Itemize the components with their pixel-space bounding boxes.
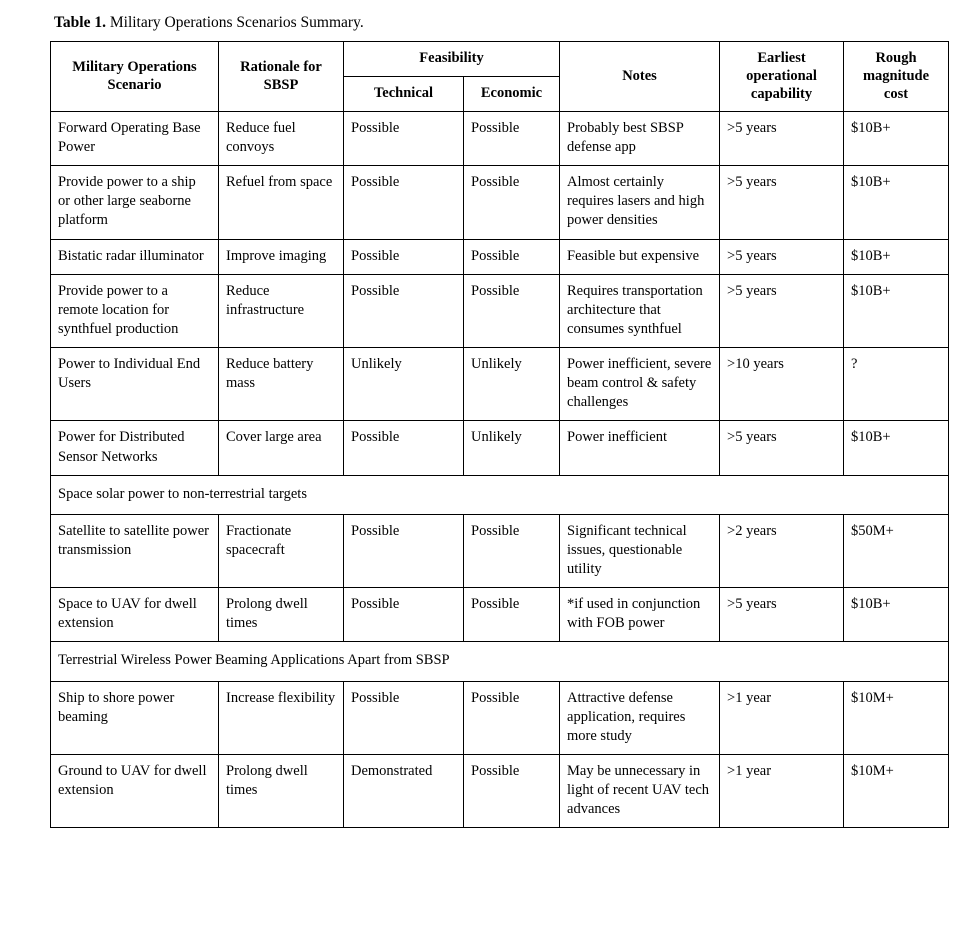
cell-economic: Possible bbox=[464, 274, 560, 347]
table-row bbox=[51, 239, 949, 274]
cell-earliest: >2 years bbox=[720, 514, 844, 587]
cell-rationale: Improve imaging bbox=[219, 239, 344, 274]
cell-notes: Power inefficient bbox=[560, 421, 720, 475]
cell-technical: Possible bbox=[344, 421, 464, 475]
cell-economic: Possible bbox=[464, 166, 560, 239]
cell-earliest: >5 years bbox=[720, 111, 844, 165]
cell-scenario: Ground to UAV for dwell extension bbox=[51, 754, 219, 827]
table-section-row bbox=[51, 475, 949, 514]
cell-technical: Possible bbox=[344, 681, 464, 754]
table-section-title: Terrestrial Wireless Power Beaming Applications Apart from SBSP bbox=[51, 642, 949, 681]
cell-cost: $10B+ bbox=[844, 239, 949, 274]
table-row bbox=[51, 514, 949, 587]
cell-notes: *if used in conjunction with FOB power bbox=[560, 588, 720, 642]
table-caption-text: Military Operations Scenarios Summary. bbox=[105, 14, 364, 31]
table-header bbox=[51, 41, 949, 111]
table-body bbox=[51, 111, 949, 827]
cell-scenario: Power to Individual End Users bbox=[51, 348, 219, 421]
cell-cost: $10B+ bbox=[844, 166, 949, 239]
table-row bbox=[51, 166, 949, 239]
cell-economic: Possible bbox=[464, 588, 560, 642]
cell-rationale: Increase flexibility bbox=[219, 681, 344, 754]
cell-technical: Possible bbox=[344, 111, 464, 165]
cell-scenario: Satellite to satellite power transmission bbox=[51, 514, 219, 587]
cell-rationale: Prolong dwell times bbox=[219, 588, 344, 642]
cell-economic: Possible bbox=[464, 111, 560, 165]
cell-cost: $50M+ bbox=[844, 514, 949, 587]
cell-earliest: >10 years bbox=[720, 348, 844, 421]
cell-notes: May be unnecessary in light of recent UAV tech advances bbox=[560, 754, 720, 827]
column-header-rationale: Rationale for SBSP bbox=[219, 41, 344, 111]
table-row bbox=[51, 274, 949, 347]
table-row bbox=[51, 421, 949, 475]
cell-scenario: Space to UAV for dwell extension bbox=[51, 588, 219, 642]
table-row bbox=[51, 348, 949, 421]
cell-economic: Possible bbox=[464, 754, 560, 827]
table-row bbox=[51, 588, 949, 642]
cell-scenario: Ship to shore power beaming bbox=[51, 681, 219, 754]
cell-scenario: Bistatic radar illuminator bbox=[51, 239, 219, 274]
cell-technical: Possible bbox=[344, 514, 464, 587]
cell-notes: Almost certainly requires lasers and high power densities bbox=[560, 166, 720, 239]
cell-technical: Demonstrated bbox=[344, 754, 464, 827]
cell-notes: Probably best SBSP defense app bbox=[560, 111, 720, 165]
cell-earliest: >1 year bbox=[720, 681, 844, 754]
cell-earliest: >5 years bbox=[720, 274, 844, 347]
cell-economic: Possible bbox=[464, 239, 560, 274]
column-header-feasibility: Feasibility bbox=[344, 41, 560, 76]
cell-technical: Unlikely bbox=[344, 348, 464, 421]
cell-rationale: Cover large area bbox=[219, 421, 344, 475]
table-caption-label: Table 1. bbox=[54, 14, 106, 31]
table-caption bbox=[54, 14, 928, 33]
table-section-row bbox=[51, 642, 949, 681]
table-header-row-1 bbox=[51, 41, 949, 76]
cell-economic: Possible bbox=[464, 681, 560, 754]
cell-notes: Attractive defense application, requires more study bbox=[560, 681, 720, 754]
cell-earliest: >5 years bbox=[720, 166, 844, 239]
cell-earliest: >5 years bbox=[720, 588, 844, 642]
cell-rationale: Fractionate spacecraft bbox=[219, 514, 344, 587]
table-row bbox=[51, 754, 949, 827]
cell-cost: ? bbox=[844, 348, 949, 421]
column-header-earliest-operational-capability: Earliest operational capability bbox=[720, 41, 844, 111]
cell-rationale: Refuel from space bbox=[219, 166, 344, 239]
cell-cost: $10B+ bbox=[844, 421, 949, 475]
column-header-scenario: Military Operations Scenario bbox=[51, 41, 219, 111]
cell-notes: Significant technical issues, questionable utility bbox=[560, 514, 720, 587]
cell-economic: Possible bbox=[464, 514, 560, 587]
cell-notes: Feasible but expensive bbox=[560, 239, 720, 274]
cell-cost: $10M+ bbox=[844, 681, 949, 754]
cell-rationale: Reduce fuel convoys bbox=[219, 111, 344, 165]
cell-cost: $10M+ bbox=[844, 754, 949, 827]
cell-earliest: >5 years bbox=[720, 239, 844, 274]
table-row bbox=[51, 111, 949, 165]
table-section-title: Space solar power to non-terrestrial targets bbox=[51, 475, 949, 514]
cell-rationale: Reduce infrastructure bbox=[219, 274, 344, 347]
cell-technical: Possible bbox=[344, 166, 464, 239]
column-header-economic: Economic bbox=[464, 76, 560, 111]
cell-technical: Possible bbox=[344, 274, 464, 347]
cell-technical: Possible bbox=[344, 588, 464, 642]
cell-economic: Unlikely bbox=[464, 421, 560, 475]
cell-cost: $10B+ bbox=[844, 274, 949, 347]
cell-scenario: Provide power to a remote location for synthfuel production bbox=[51, 274, 219, 347]
cell-cost: $10B+ bbox=[844, 588, 949, 642]
cell-rationale: Prolong dwell times bbox=[219, 754, 344, 827]
cell-notes: Power inefficient, severe beam control & safety challenges bbox=[560, 348, 720, 421]
cell-earliest: >1 year bbox=[720, 754, 844, 827]
cell-economic: Unlikely bbox=[464, 348, 560, 421]
table-row bbox=[51, 681, 949, 754]
cell-scenario: Provide power to a ship or other large seaborne platform bbox=[51, 166, 219, 239]
column-header-technical: Technical bbox=[344, 76, 464, 111]
column-header-rough-magnitude-cost: Rough magnitude cost bbox=[844, 41, 949, 111]
cell-earliest: >5 years bbox=[720, 421, 844, 475]
cell-rationale: Reduce battery mass bbox=[219, 348, 344, 421]
cell-scenario: Power for Distributed Sensor Networks bbox=[51, 421, 219, 475]
cell-scenario: Forward Operating Base Power bbox=[51, 111, 219, 165]
cell-technical: Possible bbox=[344, 239, 464, 274]
military-operations-scenarios-table bbox=[50, 41, 949, 829]
column-header-notes: Notes bbox=[560, 41, 720, 111]
cell-notes: Requires transportation architecture that consumes synthfuel bbox=[560, 274, 720, 347]
cell-cost: $10B+ bbox=[844, 111, 949, 165]
